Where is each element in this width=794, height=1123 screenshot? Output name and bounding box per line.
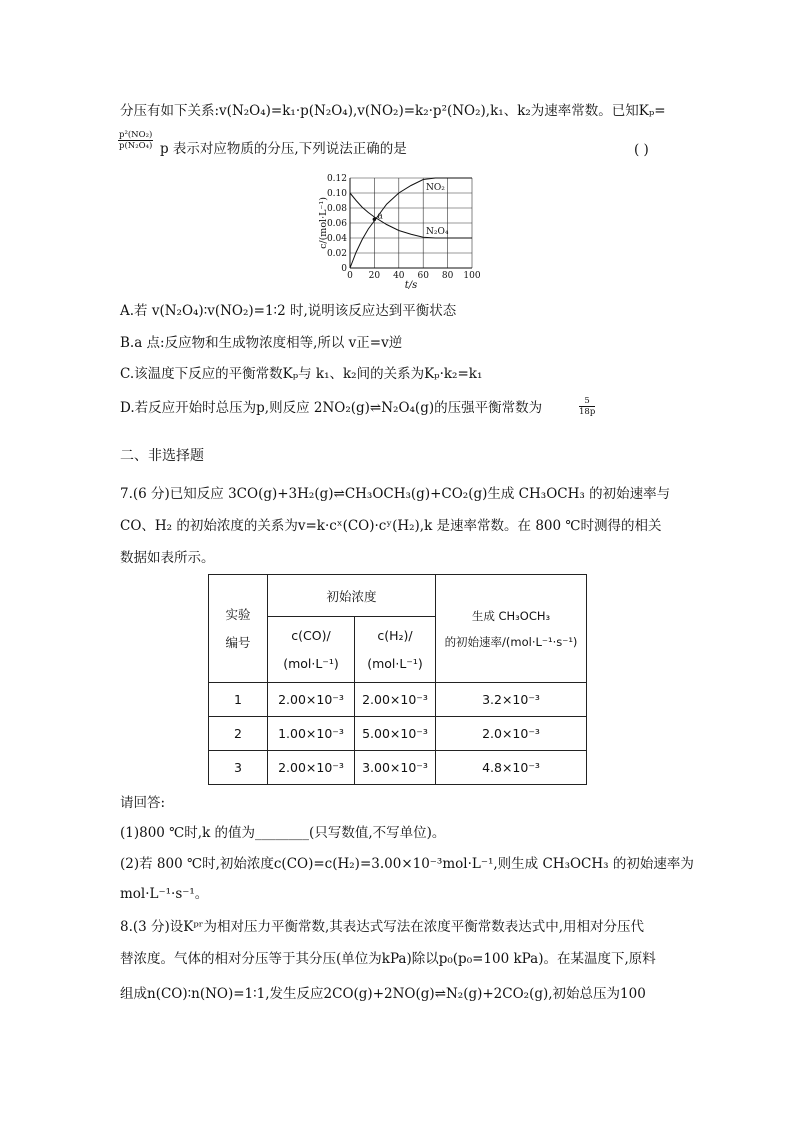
q6-line1: 分压有如下关系:v(N₂O₄)=k₁·p(N₂O₄),v(NO₂)=k₂·p²(NO₂),k₁、k₂为速率常数。已知Kₚ= [120,103,666,119]
chart-grid [350,178,472,268]
x-tick-label: 60 [417,271,429,281]
cell-rate: 2.0×10⁻³ [436,717,587,751]
header-h2-2: (mol·L⁻¹) [367,655,423,671]
y-axis-label: c/(mol·L⁻¹) [318,197,329,249]
data-table [208,574,587,785]
header-rate-1: 生成 CH₃OCH₃ [471,608,551,623]
cell-rate: 4.8×10⁻³ [436,751,587,785]
q7-sub1: (1)800 ℃时,k 的值为________(只写数值,不写单位)。 [120,825,446,841]
optd-frac-num: 5 [579,396,595,407]
x-tick-label: 0 [347,271,353,281]
cell-h2: 3.00×10⁻³ [355,751,436,785]
header-exp-2: 编号 [225,634,251,650]
table-row [209,751,587,785]
section-title: 二、非选择题 [120,448,204,464]
cell-id: 1 [209,683,268,717]
cell-co: 1.00×10⁻³ [268,717,355,751]
cell-h2: 5.00×10⁻³ [355,717,436,751]
kp-fraction [118,130,153,151]
kp-frac-den: p(N₂O₄) [119,141,153,151]
series-label: N₂O₄ [426,227,449,237]
y-tick-label: 0.10 [326,189,347,199]
optd-frac-den: 18p [579,407,596,417]
y-tick-label: 0.12 [326,174,347,184]
q8-line2: 替浓度。气体的相对分压等于其分压(单位为kPa)除以p₀(p₀=100 kPa)。在某温度下,原料 [120,951,656,967]
option-b: B.a 点:反应物和生成物浓度相等,所以 v正=v逆 [120,335,403,351]
x-axis-label: t/s [404,280,418,290]
q7-line2: CO、H₂ 的初始浓度的关系为v=k·cˣ(CO)·cʸ(H₂),k 是速率常数。在 800 ℃时测得的相关 [120,518,662,534]
cell-h2: 2.00×10⁻³ [355,683,436,717]
answer-paren: ( ) [634,142,649,158]
x-tick-label: 80 [441,271,454,281]
kp-frac-num: p²(NO₂) [119,130,153,140]
header-exp [209,575,268,683]
point-a-label: a [377,211,383,222]
option-d: D.若反应开始时总压为p,则反应 2NO₂(g)⇌N₂O₄(g)的压强平衡常数为 [120,400,543,416]
q7-sub2-line2: mol·L⁻¹·s⁻¹。 [120,886,209,902]
optd-fraction [579,396,595,417]
q8-line1: 8.(3 分)设Kᵖʳ为相对压力平衡常数,其表达式写法在浓度平衡常数表达式中,用相对分压代 [120,919,645,935]
option-c: C.该温度下反应的平衡常数Kₚ与 k₁、k₂间的关系为Kₚ·k₂=k₁ [120,366,483,382]
cell-co: 2.00×10⁻³ [268,751,355,785]
header-h2-1: c(H₂)/ [377,627,413,643]
y-tick-label: 0 [341,264,347,274]
header-co-2: (mol·L⁻¹) [283,655,339,671]
q7-line3: 数据如表所示。 [120,550,215,566]
header-rate-2: 的初始速率/(mol·L⁻¹·s⁻¹) [444,634,578,649]
q6-line2: p 表示对应物质的分压,下列说法正确的是 [160,141,407,157]
y-tick-label: 0.02 [326,249,347,259]
series-label: NO₂ [426,183,445,193]
y-tick-label: 0.04 [326,234,347,244]
y-tick-label: 0.06 [326,219,347,229]
cell-rate: 3.2×10⁻³ [436,683,587,717]
x-tick-label: 100 [463,271,481,281]
y-tick-label: 0.08 [326,204,347,214]
cell-id: 3 [209,751,268,785]
table-row [209,683,587,717]
header-init: 初始浓度 [268,575,436,617]
answer-prompt: 请回答: [120,795,166,811]
point-a-marker [373,217,377,221]
x-tick-label: 20 [368,271,381,281]
table-row [209,717,587,751]
q7-line1: 7.(6 分)已知反应 3CO(g)+3H₂(g)⇌CH₃OCH₃(g)+CO₂(g)生成 CH₃OCH₃ 的初始速率与 [120,486,671,502]
q8-line3: 组成n(CO)∶n(NO)=1∶1,发生反应2CO(g)+2NO(g)⇌N₂(g)+2CO₂(g),初始总压为100 [120,986,646,1002]
header-co [268,617,355,683]
cell-id: 2 [209,717,268,751]
x-tick-label: 40 [393,271,405,281]
header-exp-1: 实验 [225,606,251,622]
cell-co: 2.00×10⁻³ [268,683,355,717]
header-h2 [355,617,436,683]
header-rate [436,575,587,683]
concentration-time-chart [300,168,500,290]
option-a: A.若 v(N₂O₄)∶v(NO₂)=1∶2 时,说明该反应达到平衡状态 [120,303,457,319]
series-line [350,193,472,238]
header-co-1: c(CO)/ [291,627,331,643]
q7-sub2-line1: (2)若 800 ℃时,初始浓度c(CO)=c(H₂)=3.00×10⁻³mol·L⁻¹,则生成 CH₃OCH₃ 的初始速率为 [120,856,694,872]
